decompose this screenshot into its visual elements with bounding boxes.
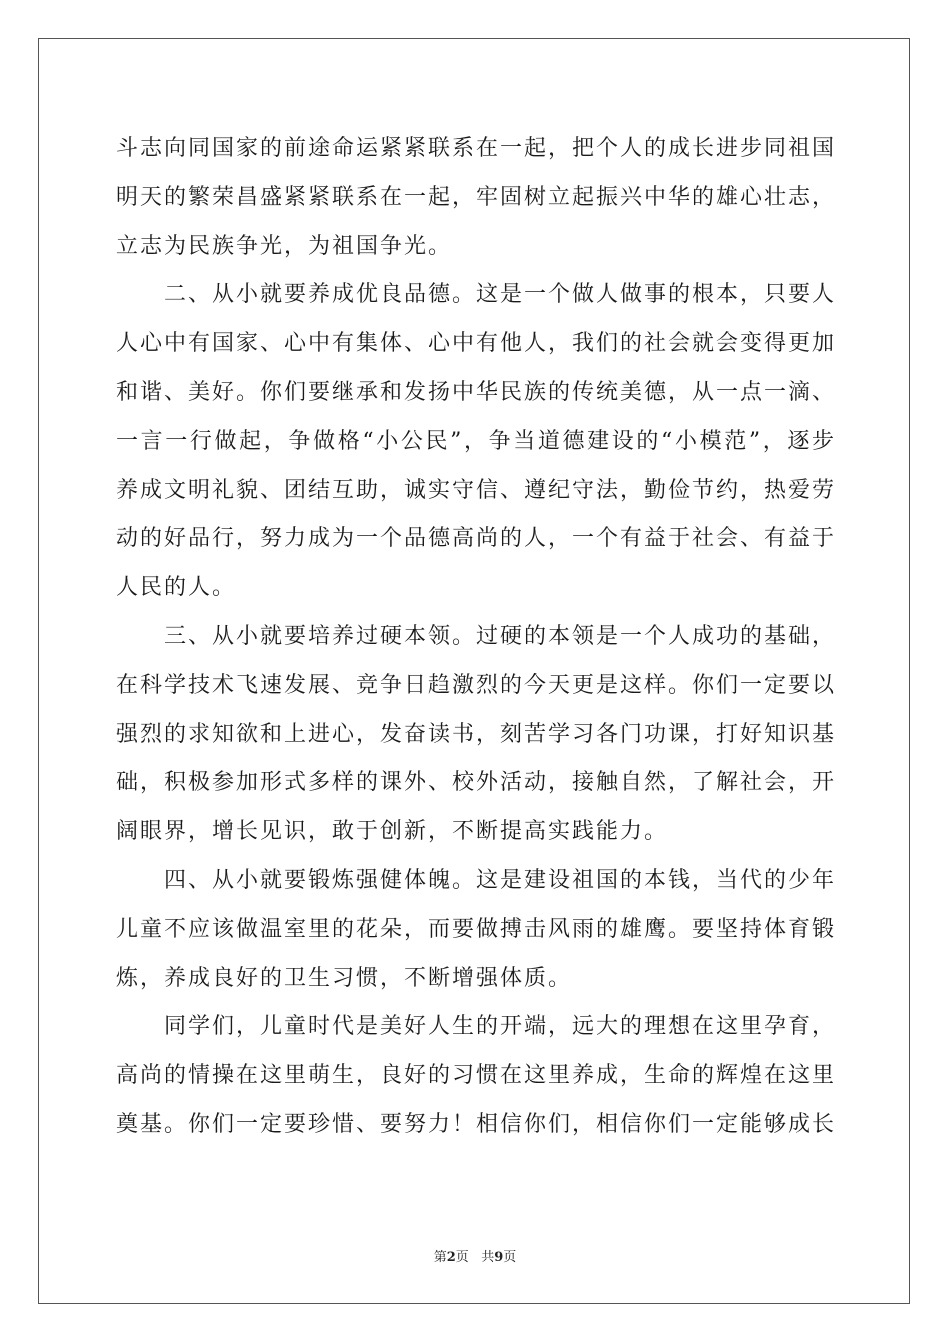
total-pages-suffix: 页: [503, 1250, 517, 1265]
total-pages-prefix: 共: [481, 1250, 495, 1265]
paragraph: 四、从小就要锻炼强健体魄。这是建设祖国的本钱，当代的少年儿童不应该做温室里的花朵，而要做搏击风雨的雄鹰。要坚持体育锻炼，养成良好的卫生习惯，不断增强体质。: [116, 867, 837, 991]
paragraph: 同学们，儿童时代是美好人生的开端，远大的理想在这里孕育，高尚的情操在这里萌生，良好的习惯在这里养成，生命的辉煌在这里奠基。你们一定要珍惜、要努力！相信你们，相信你们一定能够成长: [116, 1014, 837, 1137]
paragraph: 三、从小就要培养过硬本领。过硬的本领是一个人成功的基础，在科学技术飞速发展、竞争日趋激烈的今天更是这样。你们一定要以强烈的求知欲和上进心，发奋读书，刻苦学习各门功课，打好知识基础，积极参加形式多样的课外、校外活动，接触自然，了解社会，开阔眼界，增长见识，敢于创新，不断提高实践能力。: [116, 623, 837, 845]
document-body: [116, 125, 836, 1150]
page-number-suffix: 页: [455, 1250, 469, 1265]
total-pages-number: 9: [494, 1250, 504, 1265]
paragraph: 二、从小就要养成优良品德。这是一个做人做事的根本，只要人人心中有国家、心中有集体、心中有他人，我们的社会就会变得更加和谐、美好。你们要继承和发扬中华民族的传统美德，从一点一滴、一言一行做起，争做格“小公民”，争当道德建设的“小模范”，逐步养成文明礼貌、团结互助，诚实守信、遵纪守法，勤俭节约，热爱劳动的好品行，努力成为一个品德高尚的人，一个有益于社会、有益于人民的人。: [116, 282, 837, 601]
current-page-number: 2: [446, 1250, 456, 1265]
page-footer: [0, 1246, 950, 1265]
paragraph: 斗志向同国家的前途命运紧紧联系在一起，把个人的成长进步同祖国明天的繁荣昌盛紧紧联系在一起，牢固树立起振兴中华的雄心壮志，立志为民族争光，为祖国争光。: [116, 136, 837, 259]
page-number-prefix: 第: [433, 1250, 447, 1265]
